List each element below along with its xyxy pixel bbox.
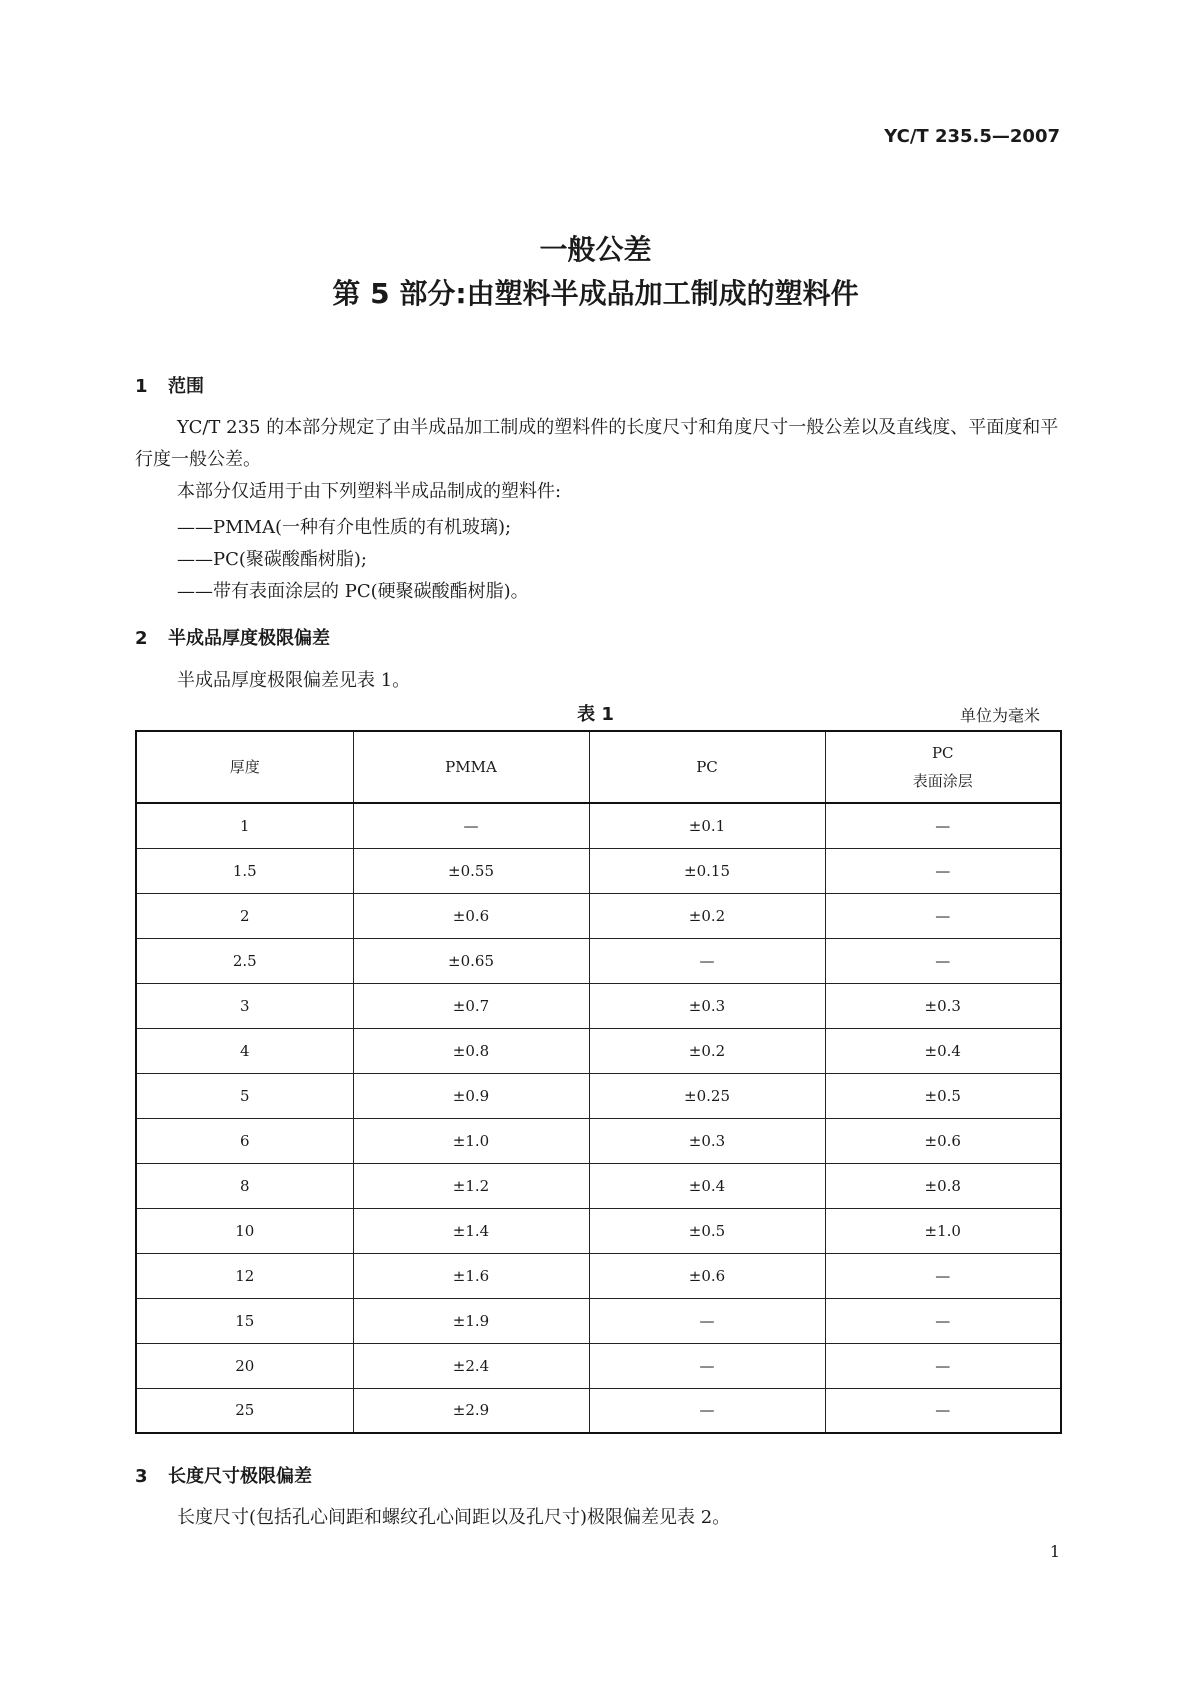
table-row bbox=[136, 1118, 1061, 1163]
cell-pmma: ±1.9 bbox=[353, 1298, 589, 1343]
section-number: 1 bbox=[135, 376, 148, 397]
cell-pmma: ±1.0 bbox=[353, 1118, 589, 1163]
cell-thickness: 4 bbox=[136, 1028, 353, 1073]
column-header-pc-coated-line2: 表面涂层 bbox=[912, 772, 973, 790]
table-row bbox=[136, 1298, 1061, 1343]
table-caption: 表 1 bbox=[577, 704, 614, 725]
cell-pc: ±0.4 bbox=[589, 1163, 825, 1208]
cell-pc: ±0.25 bbox=[589, 1073, 825, 1118]
section-1-paragraph-2: 本部分仅适用于由下列塑料半成品制成的塑料件: bbox=[177, 481, 562, 502]
cell-pmma: ±0.7 bbox=[353, 983, 589, 1028]
list-item: ——带有表面涂层的 PC(硬聚碳酸酯树脂)。 bbox=[177, 581, 529, 602]
cell-thickness: 8 bbox=[136, 1163, 353, 1208]
cell-pmma: ±0.65 bbox=[353, 938, 589, 983]
cell-pmma: — bbox=[353, 803, 589, 848]
table-row bbox=[136, 1208, 1061, 1253]
cell-pmma: ±1.6 bbox=[353, 1253, 589, 1298]
cell-pc-coated: ±0.8 bbox=[825, 1163, 1061, 1208]
cell-thickness: 12 bbox=[136, 1253, 353, 1298]
cell-pmma: ±2.9 bbox=[353, 1388, 589, 1433]
column-header-pc-coated bbox=[825, 731, 1061, 803]
section-title: 范围 bbox=[168, 376, 204, 397]
cell-pc: ±0.6 bbox=[589, 1253, 825, 1298]
cell-thickness: 5 bbox=[136, 1073, 353, 1118]
cell-pc: ±0.2 bbox=[589, 893, 825, 938]
column-header-pc-coated-line1: PC bbox=[931, 744, 954, 762]
cell-pc: — bbox=[589, 1298, 825, 1343]
cell-pc-coated: — bbox=[825, 1253, 1061, 1298]
standard-code: YC/T 235.5—2007 bbox=[884, 126, 1060, 147]
cell-thickness: 1 bbox=[136, 803, 353, 848]
table-row bbox=[136, 1073, 1061, 1118]
cell-pmma: ±2.4 bbox=[353, 1343, 589, 1388]
cell-pc-coated: ±0.4 bbox=[825, 1028, 1061, 1073]
section-1-paragraph-1: YC/T 235 的本部分规定了由半成品加工制成的塑料件的长度尺寸和角度尺寸一般公差以及直线度、平面度和平行度一般公差。 bbox=[135, 417, 1059, 470]
cell-pc: — bbox=[589, 938, 825, 983]
cell-pc-coated: — bbox=[825, 1298, 1061, 1343]
cell-pc-coated: — bbox=[825, 938, 1061, 983]
cell-pc-coated: — bbox=[825, 893, 1061, 938]
table-row bbox=[136, 1028, 1061, 1073]
cell-thickness: 25 bbox=[136, 1388, 353, 1433]
cell-thickness: 2 bbox=[136, 893, 353, 938]
section-3-heading bbox=[135, 1462, 312, 1488]
table-row bbox=[136, 1253, 1061, 1298]
cell-pc: ±0.2 bbox=[589, 1028, 825, 1073]
cell-thickness: 1.5 bbox=[136, 848, 353, 893]
table-header-row bbox=[136, 731, 1061, 803]
document-subtitle: 第 5 部分:由塑料半成品加工制成的塑料件 bbox=[332, 277, 859, 310]
cell-pc: ±0.3 bbox=[589, 1118, 825, 1163]
section-title: 半成品厚度极限偏差 bbox=[168, 628, 330, 649]
cell-thickness: 2.5 bbox=[136, 938, 353, 983]
cell-pc: ±0.15 bbox=[589, 848, 825, 893]
table-row bbox=[136, 848, 1061, 893]
cell-pmma: ±1.4 bbox=[353, 1208, 589, 1253]
cell-pc: ±0.5 bbox=[589, 1208, 825, 1253]
section-number: 2 bbox=[135, 628, 148, 649]
section-1-heading bbox=[135, 372, 204, 398]
cell-pc: — bbox=[589, 1343, 825, 1388]
table-row bbox=[136, 1388, 1061, 1433]
section-2-heading bbox=[135, 624, 330, 650]
section-3-paragraph: 长度尺寸(包括孔心间距和螺纹孔心间距以及孔尺寸)极限偏差见表 2。 bbox=[177, 1507, 731, 1528]
column-header-thickness: 厚度 bbox=[136, 731, 353, 803]
cell-pc-coated: ±0.5 bbox=[825, 1073, 1061, 1118]
table-row bbox=[136, 803, 1061, 848]
cell-pmma: ±0.55 bbox=[353, 848, 589, 893]
section-title: 长度尺寸极限偏差 bbox=[168, 1466, 312, 1487]
section-number: 3 bbox=[135, 1466, 148, 1487]
cell-thickness: 3 bbox=[136, 983, 353, 1028]
cell-thickness: 20 bbox=[136, 1343, 353, 1388]
tolerance-table bbox=[135, 730, 1062, 1434]
cell-pc-coated: ±1.0 bbox=[825, 1208, 1061, 1253]
table-row bbox=[136, 983, 1061, 1028]
document-title: 一般公差 bbox=[539, 233, 652, 266]
cell-pmma: ±0.8 bbox=[353, 1028, 589, 1073]
table-row bbox=[136, 938, 1061, 983]
cell-pc-coated: ±0.6 bbox=[825, 1118, 1061, 1163]
column-header-pmma: PMMA bbox=[353, 731, 589, 803]
cell-thickness: 6 bbox=[136, 1118, 353, 1163]
table-row bbox=[136, 1163, 1061, 1208]
list-item: ——PMMA(一种有介电性质的有机玻璃); bbox=[177, 517, 512, 538]
table-row bbox=[136, 1343, 1061, 1388]
column-header-pc: PC bbox=[589, 731, 825, 803]
cell-pc-coated: — bbox=[825, 803, 1061, 848]
cell-pc: ±0.3 bbox=[589, 983, 825, 1028]
cell-pc-coated: — bbox=[825, 1388, 1061, 1433]
cell-pc-coated: — bbox=[825, 848, 1061, 893]
cell-pmma: ±0.9 bbox=[353, 1073, 589, 1118]
page-number: 1 bbox=[1049, 1542, 1060, 1561]
list-item: ——PC(聚碳酸酯树脂); bbox=[177, 549, 367, 570]
table-unit-note: 单位为毫米 bbox=[959, 706, 1040, 725]
cell-pc-coated: — bbox=[825, 1343, 1061, 1388]
cell-pmma: ±1.2 bbox=[353, 1163, 589, 1208]
cell-pc-coated: ±0.3 bbox=[825, 983, 1061, 1028]
cell-pc: ±0.1 bbox=[589, 803, 825, 848]
cell-pmma: ±0.6 bbox=[353, 893, 589, 938]
section-2-paragraph: 半成品厚度极限偏差见表 1。 bbox=[177, 670, 411, 691]
cell-thickness: 15 bbox=[136, 1298, 353, 1343]
cell-thickness: 10 bbox=[136, 1208, 353, 1253]
table-row bbox=[136, 893, 1061, 938]
cell-pc: — bbox=[589, 1388, 825, 1433]
